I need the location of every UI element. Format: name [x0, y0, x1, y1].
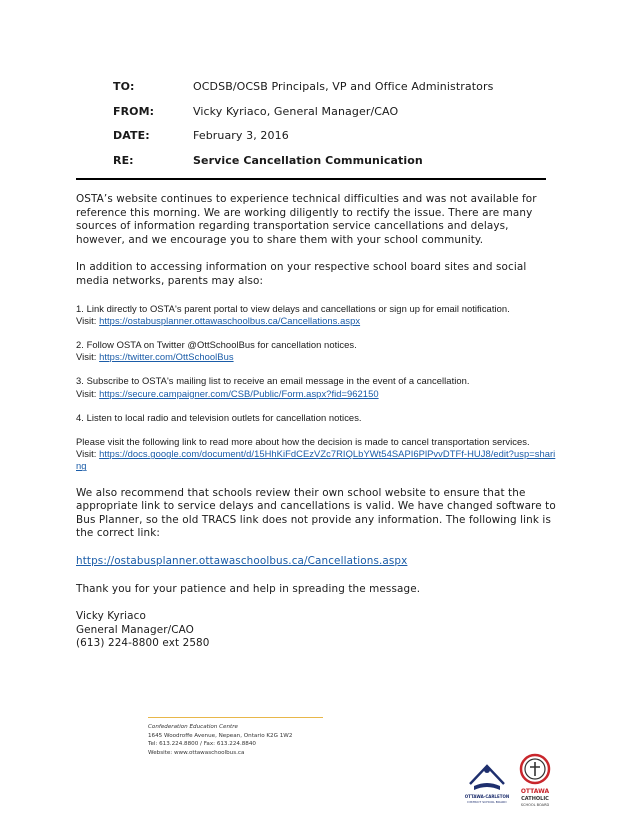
memo-re-label: RE:	[113, 153, 134, 167]
item2-text: 2. Follow OSTA on Twitter @OttSchoolBus for cancellation notices.	[76, 338, 357, 350]
memo-date-value: February 3, 2016	[193, 129, 289, 142]
item4-text: 4. Listen to local radio and television outlets for cancellation notices.	[76, 411, 362, 423]
signature-title: General Manager/CAO	[76, 623, 194, 636]
item2-visit-line	[76, 351, 558, 363]
memo-date-row	[113, 129, 533, 154]
list-item-1	[76, 303, 558, 327]
ocdsb-logo	[462, 756, 512, 804]
decision-visit-line	[76, 448, 558, 472]
memo-re-value: Service Cancellation Communication	[193, 153, 423, 167]
footer-divider	[148, 717, 323, 718]
memo-to-value: OCDSB/OCSB Principals, VP and Office Administrators	[193, 80, 494, 93]
item3-visit-line	[76, 388, 558, 400]
ocsb-logo-figure	[530, 762, 540, 776]
ocsb-logo	[518, 752, 552, 816]
memo-from-row	[113, 105, 533, 130]
list-item-4	[76, 412, 558, 424]
signature-block	[76, 610, 558, 651]
item2-visit-label: Visit:	[76, 351, 100, 363]
decision-link[interactable]: https://docs.google.com/document/d/15HhKiFdCEzVZc7RIQLbYWt54SAPI6PlPvvDTFf-HUJ8/edit?usp=sharing	[76, 448, 556, 472]
ocdsb-logo-book	[474, 783, 500, 790]
list-item-2	[76, 339, 558, 363]
list-item-3	[76, 375, 558, 399]
memo-to-row	[113, 80, 533, 105]
decision-visit-label: Visit:	[76, 448, 100, 460]
footer-address	[148, 723, 408, 757]
decision-text: Please visit the following link to read more about how the decision is made to cancel transportation services.	[76, 435, 530, 447]
item1-link[interactable]: https://ostabusplanner.ottawaschoolbus.ca/Cancellations.aspx	[99, 314, 361, 326]
memo-to-label: TO:	[113, 80, 135, 93]
correct-link[interactable]: https://ostabusplanner.ottawaschoolbus.ca/Cancellations.aspx	[76, 554, 408, 567]
item1-visit-label: Visit:	[76, 314, 100, 326]
footer-street: 1645 Woodroffe Avenue, Nepean, Ontario K2G 1W2	[148, 732, 293, 739]
item3-visit-label: Visit:	[76, 387, 100, 399]
ocdsb-name-line2: DISTRICT SCHOOL BOARD	[467, 800, 507, 804]
addition-paragraph: In addition to accessing information on your respective school board sites and social media networks, parents may also:	[76, 261, 527, 287]
memo-from-label: FROM:	[113, 104, 155, 118]
item3-text: 3. Subscribe to OSTA's mailing list to receive an email message in the event of a cancellation.	[76, 375, 470, 387]
ocdsb-logo-figure-head	[484, 767, 490, 773]
memo-from-value: Vicky Kyriaco, General Manager/CAO	[193, 104, 399, 118]
item1-text: 1. Link directly to OSTA's parent portal to view delays and cancellations or sign up for email notification.	[76, 302, 510, 314]
ocsb-name-line3: SCHOOL BOARD	[520, 803, 550, 807]
footer-org: Confederation Education Centre	[148, 724, 238, 730]
thanks-paragraph: Thank you for your patience and help in spreading the message.	[76, 582, 421, 595]
signature-name: Vicky Kyriaco	[76, 610, 146, 623]
signature-phone: (613) 224-8800 ext 2580	[76, 637, 210, 650]
footer-phone: Tel: 613.224.8800 / Fax: 613.224.8840	[148, 741, 256, 748]
header-divider	[76, 178, 546, 180]
memo-re-row	[113, 154, 533, 179]
item3-link[interactable]: https://secure.campaigner.com/CSB/Public/Form.aspx?fid=962150	[99, 387, 379, 399]
ocdsb-name-line1: OTTAWA-CARLETON	[464, 794, 510, 799]
intro-paragraph: OSTA’s website continues to experience technical difficulties and was not available for reference this morning. We are working diligently to rectify the issue. There are many sources of information regarding transportation service cancellations and delays, however, and we encourage you to share them with your school community.	[76, 193, 537, 246]
memo-date-label: DATE:	[113, 129, 150, 142]
memo-body	[76, 193, 558, 651]
footer-website: Website: www.ottawaschoolbus.ca	[148, 749, 245, 756]
memo-header	[113, 80, 533, 178]
decision-info	[76, 436, 558, 473]
correct-link-line	[76, 555, 558, 569]
recommend-paragraph: We also recommend that schools review their own school website to ensure that the appropriate link to service delays and cancellations is valid. We have changed software to Bus Planner, so the old TRACS link does not provide any information. The following link is the correct link:	[76, 486, 556, 540]
ocsb-name-line1: OTTAWA	[520, 788, 550, 795]
item1-visit-line	[76, 315, 558, 327]
item2-link[interactable]: https://twitter.com/OttSchoolBus	[99, 351, 234, 363]
ocsb-name-line2: CATHOLIC	[521, 796, 549, 802]
